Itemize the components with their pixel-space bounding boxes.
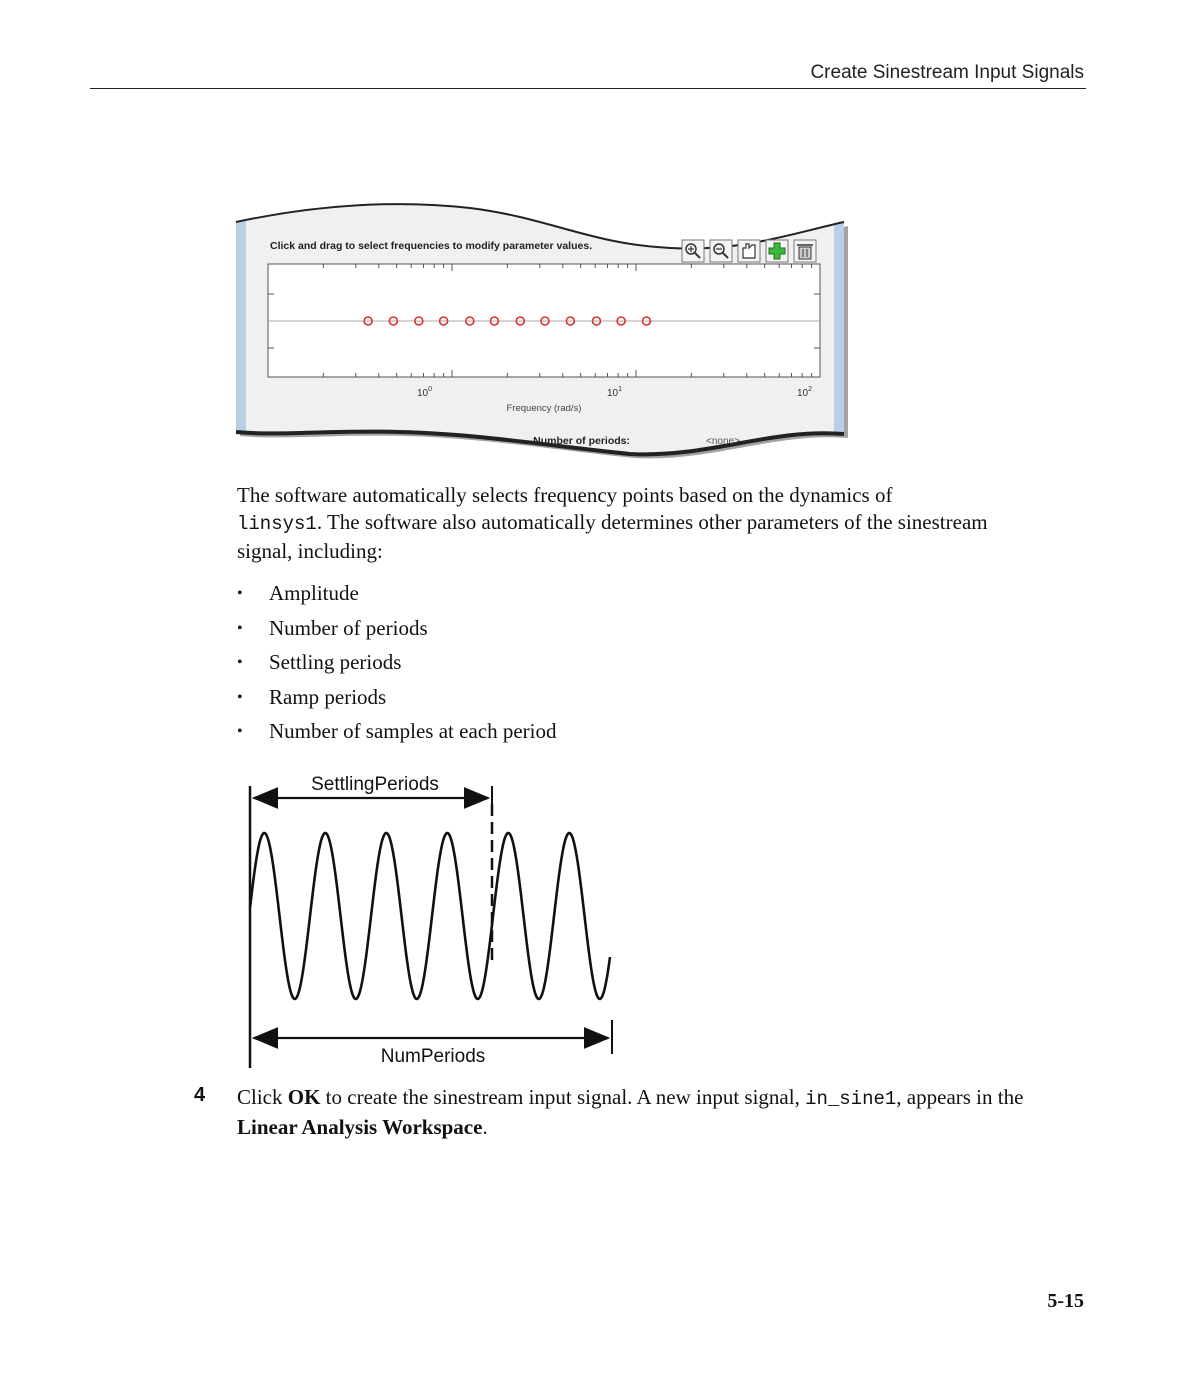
bullet-icon: •	[237, 723, 243, 740]
frequency-plot-screenshot	[230, 196, 860, 460]
sinestream-periods-diagram	[236, 768, 626, 1074]
list-item-label: Amplitude	[269, 581, 359, 605]
list-item-label: Number of periods	[269, 615, 428, 640]
list-item-label: Settling periods	[269, 650, 402, 674]
code-in-sine1: in_sine1	[805, 1088, 897, 1110]
linear-analysis-workspace-reference: Linear Analysis Workspace	[237, 1115, 483, 1139]
paragraph-text-1: The software automatically selects frequency points based on the dynamics of	[237, 483, 893, 507]
list-item	[237, 649, 556, 684]
list-item-label: Number of samples at each period	[269, 719, 557, 743]
x-tick-label-0: $10^0$	[417, 386, 433, 399]
bullet-icon: •	[237, 619, 243, 637]
description-paragraph	[237, 482, 1037, 565]
num-periods-label: NumPeriods	[380, 1046, 486, 1067]
x-tick-label-2: $10^2$	[797, 386, 813, 399]
list-item	[237, 718, 556, 753]
pan-hand-icon[interactable]	[738, 240, 760, 262]
zoom-out-icon[interactable]	[710, 240, 732, 262]
page-number: 5-15	[1047, 1290, 1084, 1312]
step-text-4: .	[482, 1115, 488, 1139]
delete-trash-icon[interactable]	[794, 240, 816, 262]
number-of-periods-value: <none>	[706, 436, 740, 447]
paragraph-text-2: . The software also automatically determines other parameters of the sinestream signal, including:	[237, 510, 988, 563]
number-of-periods-label: Number of periods:	[533, 435, 630, 447]
sine-wave	[250, 833, 610, 999]
list-item	[237, 684, 556, 719]
parameter-list	[237, 580, 556, 753]
bullet-icon: •	[237, 654, 243, 671]
bullet-icon: •	[237, 585, 243, 602]
instruction-text: Click and drag to select frequencies to modify parameter values.	[270, 240, 593, 252]
list-item	[237, 615, 556, 650]
step-number: 4	[194, 1084, 206, 1106]
add-icon[interactable]	[766, 240, 788, 262]
step-text-3: , appears in the	[896, 1085, 1024, 1109]
list-item	[237, 580, 556, 615]
settling-periods-label: SettlingPeriods	[311, 774, 439, 795]
code-linsys1: linsys1	[237, 513, 317, 535]
list-item-label: Ramp periods	[269, 684, 387, 709]
step-text-2: to create the sinestream input signal. A new input signal,	[320, 1085, 806, 1109]
header-rule	[90, 88, 1086, 89]
step-4-text	[237, 1083, 1057, 1141]
bullet-icon: •	[237, 688, 243, 706]
zoom-in-icon[interactable]	[682, 240, 704, 262]
ok-button-reference: OK	[287, 1085, 321, 1109]
x-tick-label-1: $10^1$	[607, 386, 623, 399]
page-header-title: Create Sinestream Input Signals	[810, 62, 1084, 83]
x-axis-label: Frequency (rad/s)	[506, 403, 582, 414]
step-text-1: Click	[237, 1085, 288, 1109]
